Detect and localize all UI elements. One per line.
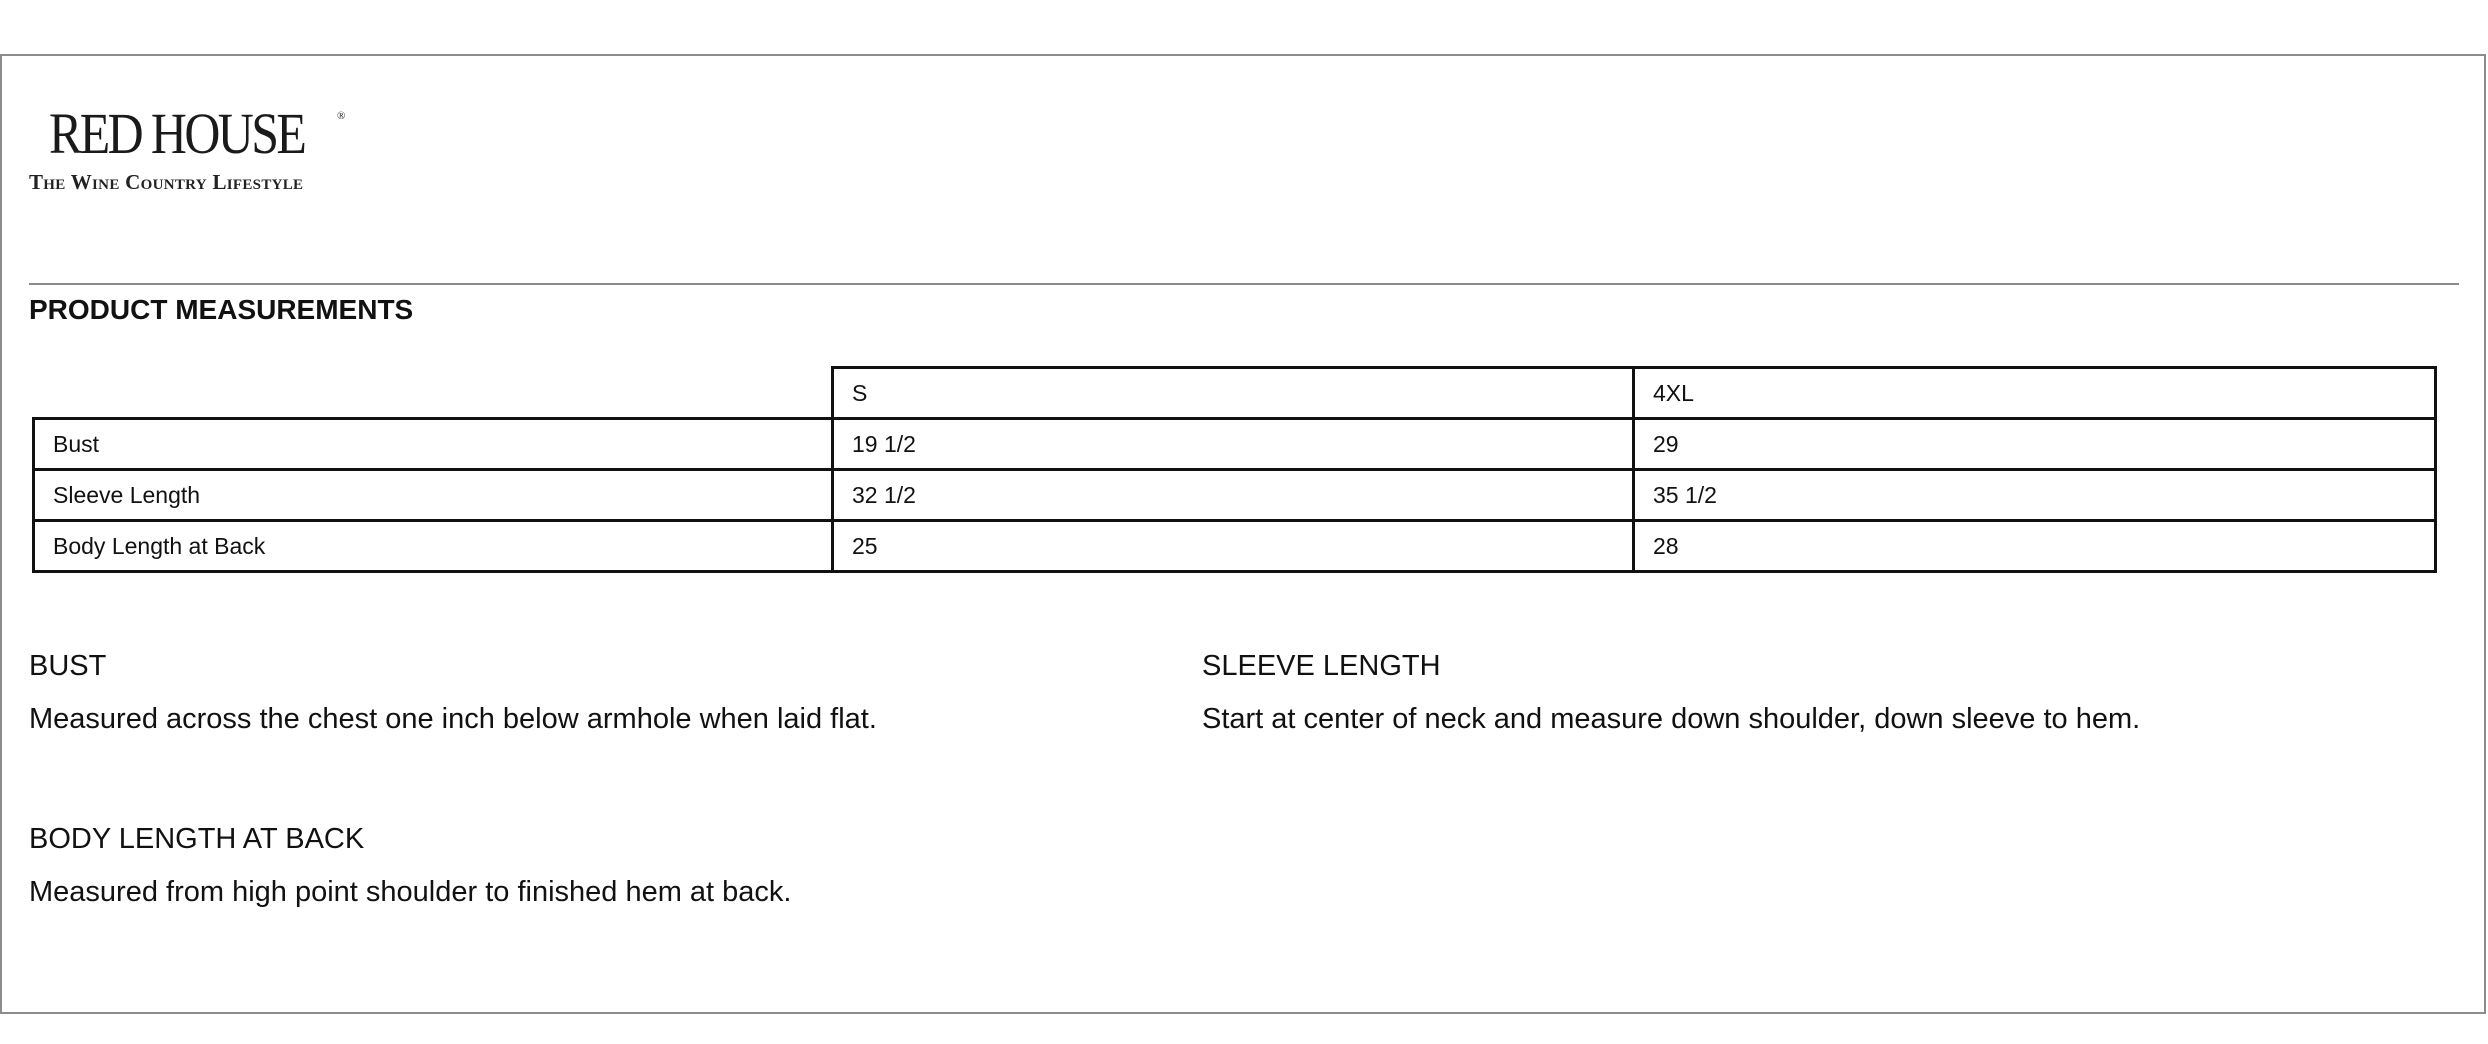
row-label: Body Length at Back [34, 521, 833, 572]
table-row [34, 470, 2436, 521]
table-row [34, 419, 2436, 470]
row-value: 25 [833, 521, 1634, 572]
table-row [34, 521, 2436, 572]
brand-name: RED HOUSE [49, 101, 305, 166]
row-label: Sleeve Length [34, 470, 833, 521]
row-label: Bust [34, 419, 833, 470]
bust-description: Measured across the chest one inch below armhole when laid flat. [29, 703, 877, 735]
header-cell-size: 4XL [1634, 368, 2436, 419]
row-value: 28 [1634, 521, 2436, 572]
header-cell-empty [34, 368, 833, 419]
row-value: 35 1/2 [1634, 470, 2436, 521]
registered-mark: ® [337, 110, 346, 122]
header-divider [29, 283, 2459, 285]
row-value: 19 1/2 [833, 419, 1634, 470]
sleeve-length-description: Start at center of neck and measure down shoulder, down sleeve to hem. [1202, 703, 2141, 735]
table-header-row [34, 368, 2436, 419]
row-value: 29 [1634, 419, 2436, 470]
body-length-heading: BODY LENGTH AT BACK [29, 823, 365, 855]
sleeve-length-heading: SLEEVE LENGTH [1202, 650, 1441, 682]
brand-logo [27, 102, 367, 194]
section-title: PRODUCT MEASUREMENTS [29, 294, 414, 325]
body-length-description: Measured from high point shoulder to finished hem at back. [29, 876, 792, 908]
measurements-table [32, 366, 2437, 573]
brand-tagline: The Wine Country Lifestyle [29, 170, 304, 194]
header-cell-size: S [833, 368, 1634, 419]
row-value: 32 1/2 [833, 470, 1634, 521]
bust-heading: BUST [29, 650, 107, 682]
